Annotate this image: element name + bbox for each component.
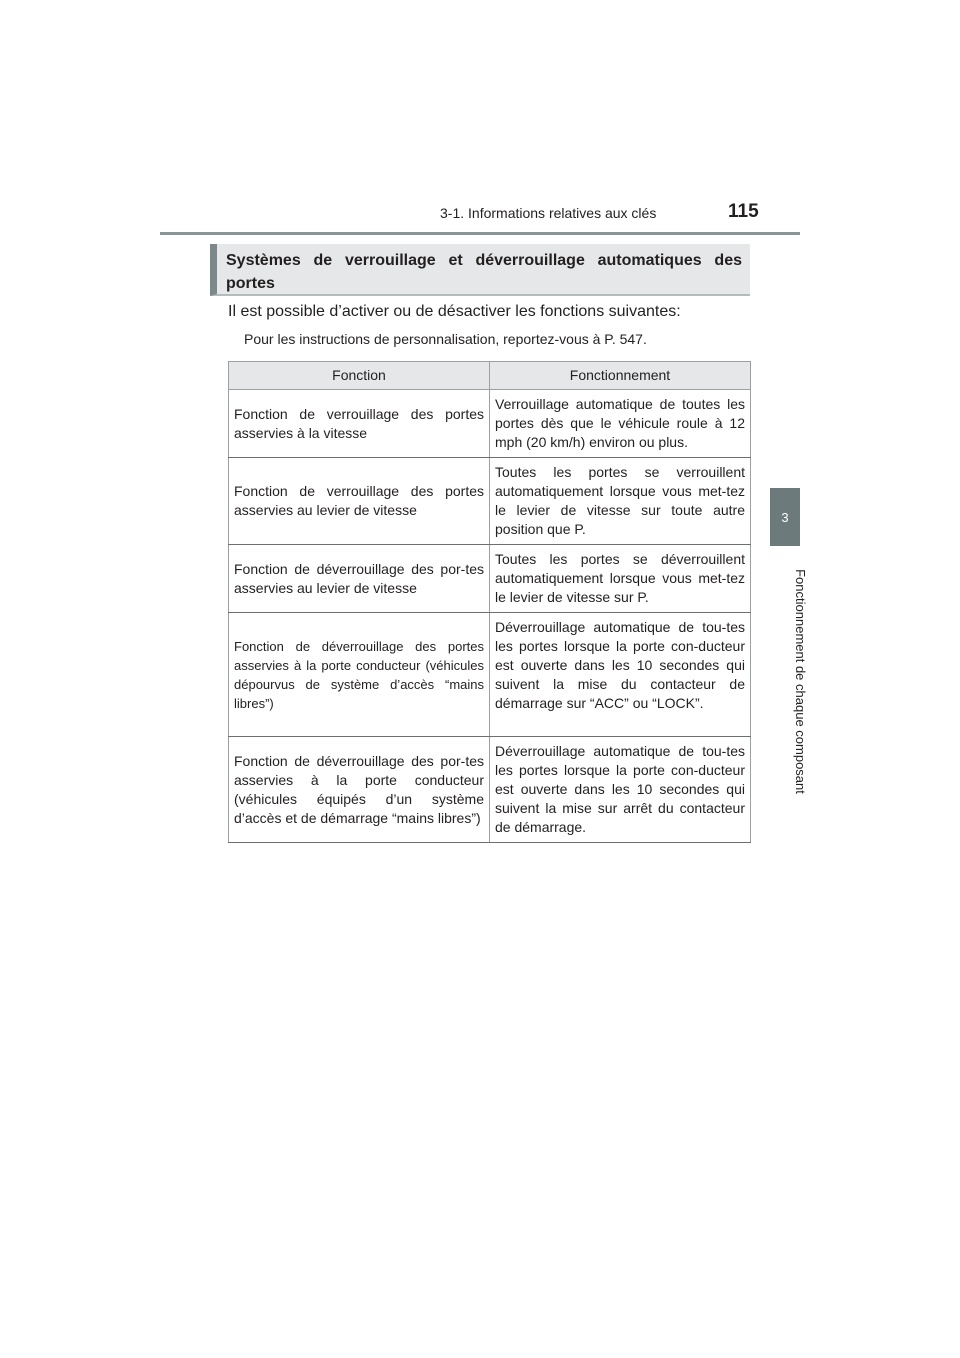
function-cell: Fonction de déverrouillage des por-tes asservies à la porte conducteur (véhicules équipés d’un système d’accès et de démarrage “mains libres”) — [229, 737, 490, 843]
table-row — [229, 545, 751, 613]
chapter-tab — [770, 488, 800, 546]
customization-note: Pour les instructions de personnalisation, reportez-vous à P. 547. — [244, 331, 647, 347]
page-number: 115 — [728, 201, 759, 222]
table-row — [229, 613, 751, 737]
function-cell: Fonction de déverrouillage des portes asservies à la porte conducteur (véhicules dépourvus de système d’accès “mains libres”) — [229, 613, 490, 737]
function-cell: Fonction de déverrouillage des por-tes asservies au levier de vitesse — [229, 545, 490, 613]
table-row — [229, 458, 751, 545]
operation-cell: Toutes les portes se déverrouillent automatiquement lorsque vous met-tez le levier de vitesse sur P. — [490, 545, 751, 613]
table-row — [229, 737, 751, 843]
chapter-title: Fonctionnement de chaque composant — [792, 568, 808, 794]
function-table — [228, 361, 751, 843]
table-row — [229, 390, 751, 458]
section-heading: Systèmes de verrouillage et déverrouillage automatiques des portes — [210, 244, 750, 296]
chapter-number: 3 — [781, 509, 789, 525]
operation-cell: Toutes les portes se verrouillent automatiquement lorsque vous met-tez le levier de vitesse sur toute autre position que P. — [490, 458, 751, 545]
column-header-function: Fonction — [229, 362, 490, 390]
header-divider — [160, 232, 800, 235]
table-header-row — [229, 362, 751, 390]
operation-cell: Verrouillage automatique de toutes les portes dès que le véhicule roule à 12 mph (20 km/h) environ ou plus. — [490, 390, 751, 458]
column-header-operation: Fonctionnement — [490, 362, 751, 390]
intro-text: Il est possible d’activer ou de désactiver les fonctions suivantes: — [228, 303, 681, 320]
operation-cell: Déverrouillage automatique de tou-tes les portes lorsque la porte con-ducteur est ouverte dans les 10 secondes qui suivent la mise du contacteur de démarrage sur “ACC” ou “LOCK”. — [490, 613, 751, 737]
function-cell: Fonction de verrouillage des portes asservies au levier de vitesse — [229, 458, 490, 545]
function-cell: Fonction de verrouillage des portes asservies à la vitesse — [229, 390, 490, 458]
chapter-side-label — [785, 552, 815, 810]
header-section-title: 3-1. Informations relatives aux clés — [440, 205, 657, 221]
operation-cell: Déverrouillage automatique de tou-tes les portes lorsque la porte con-ducteur est ouverte dans les 10 secondes qui suivent la mise sur arrêt du contacteur de démarrage. — [490, 737, 751, 843]
